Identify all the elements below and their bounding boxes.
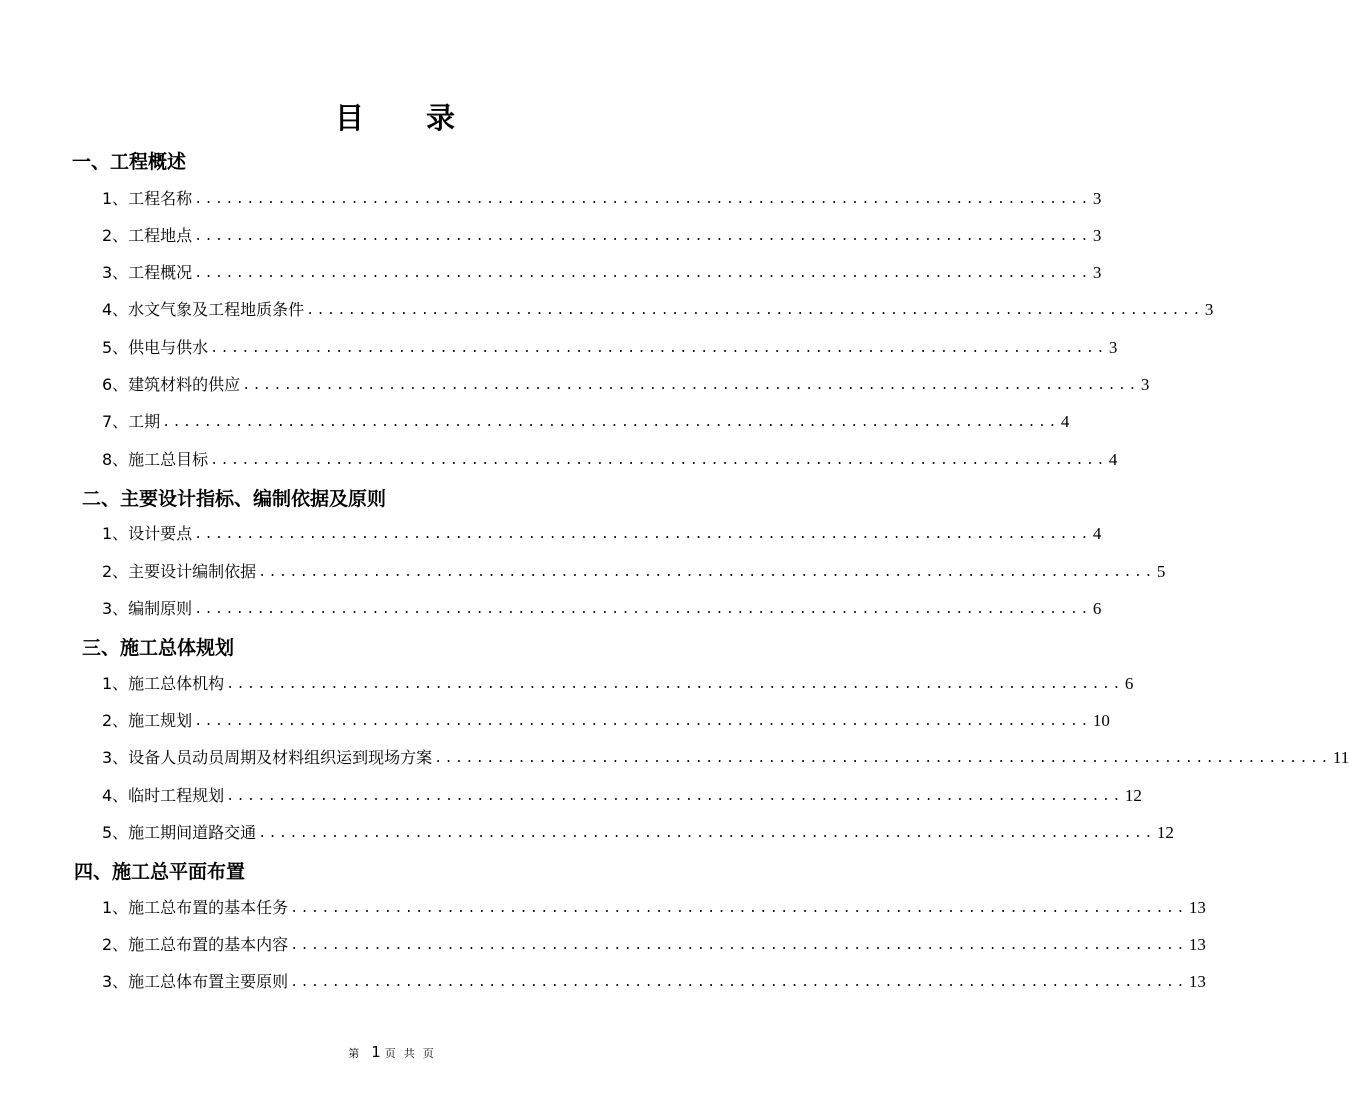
page-footer: 第 1 页共页 bbox=[348, 1043, 442, 1061]
toc-entry[interactable]: 4、水文气象及工程地质条件 ...................................................................................... 3 bbox=[102, 300, 1214, 319]
toc-section-2[interactable]: 二、主要设计指标、编制依据及原则 bbox=[82, 488, 387, 510]
toc-section-3[interactable]: 三、施工总体规划 bbox=[82, 637, 235, 659]
toc-entry[interactable]: 3、施工总体布置主要原则 ...................................................................................... 13 bbox=[102, 972, 1206, 991]
toc-entry[interactable]: 6、建筑材料的供应 ...................................................................................... 3 bbox=[102, 375, 1150, 394]
toc-entry[interactable]: 7、工期 ...................................................................................... 4 bbox=[102, 412, 1070, 431]
toc-entry[interactable]: 8、施工总目标 ...................................................................................... 4 bbox=[102, 450, 1118, 469]
toc-entry[interactable]: 4、临时工程规划 ...................................................................................... 12 bbox=[102, 786, 1142, 805]
toc-entry[interactable]: 1、工程名称 ...................................................................................... 3 bbox=[102, 189, 1102, 208]
toc-title bbox=[0, 96, 790, 137]
toc-entry[interactable]: 3、设备人员动员周期及材料组织运到现场方案 ...................................................................................... 11 bbox=[102, 748, 1349, 767]
toc-section-4[interactable]: 四、施工总平面布置 bbox=[74, 861, 246, 883]
toc-entry[interactable]: 2、主要设计编制依据 ...................................................................................... 5 bbox=[102, 562, 1166, 581]
toc-entry[interactable]: 3、编制原则 ...................................................................................... 6 bbox=[102, 599, 1102, 618]
toc-entry[interactable]: 2、施工规划 ...................................................................................... 10 bbox=[102, 711, 1110, 730]
toc-entry[interactable]: 5、供电与供水 ...................................................................................... 3 bbox=[102, 338, 1118, 357]
toc-entry[interactable]: 5、施工期间道路交通 ...................................................................................... 12 bbox=[102, 823, 1174, 842]
toc-title-char-1: 目 bbox=[334, 101, 364, 135]
toc-section-1[interactable]: 一、工程概述 bbox=[72, 151, 187, 173]
toc-entry[interactable]: 1、设计要点 ...................................................................................... 4 bbox=[102, 524, 1102, 543]
toc-title-char-2: 录 bbox=[426, 101, 456, 135]
toc-entry[interactable]: 2、工程地点 ...................................................................................... 3 bbox=[102, 226, 1102, 245]
toc-entry[interactable]: 2、施工总布置的基本内容 ...................................................................................... 13 bbox=[102, 935, 1206, 954]
toc-entry[interactable]: 1、施工总体机构 ...................................................................................... 6 bbox=[102, 674, 1134, 693]
toc-entry[interactable]: 1、施工总布置的基本任务 ...................................................................................... 13 bbox=[102, 898, 1206, 917]
toc-entry[interactable]: 3、工程概况 ...................................................................................... 3 bbox=[102, 263, 1102, 282]
